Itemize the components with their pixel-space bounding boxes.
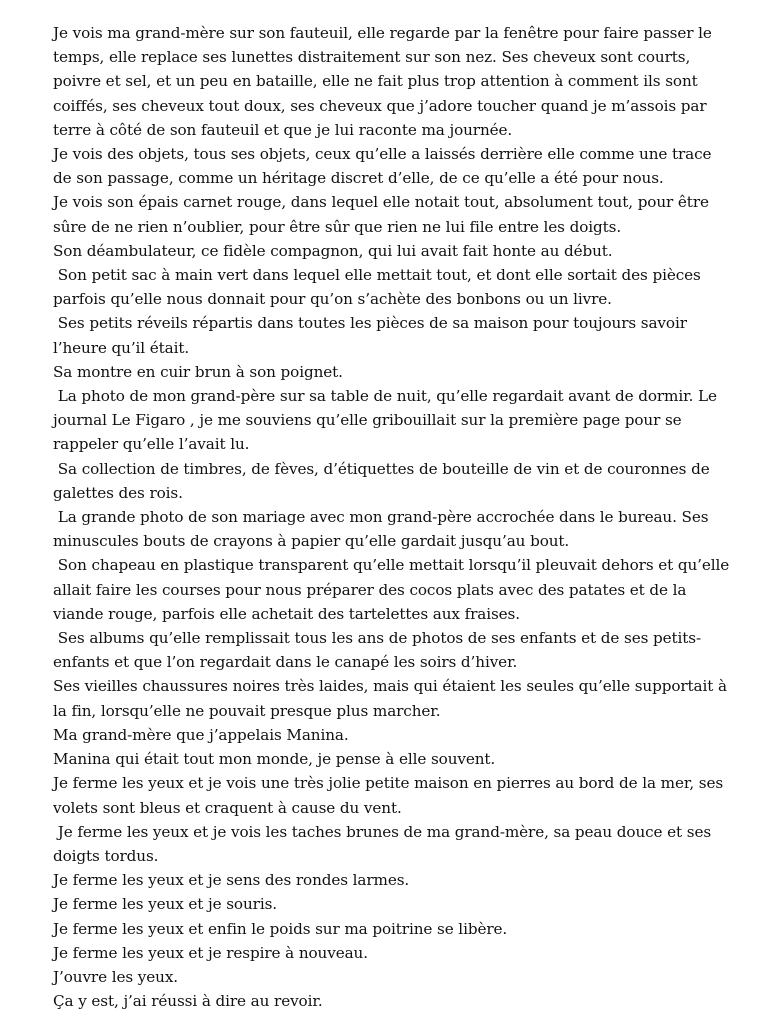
paragraph-19: Je ferme les yeux et je souris. (53, 895, 278, 914)
paragraph-7: Sa montre en cuir brun à son poignet. (53, 362, 343, 381)
paragraph-6: Ses petits réveils répartis dans toutes les pièces de sa maison pour toujours savoir l’heure qu’il était. (53, 314, 692, 357)
paragraph-4: Son déambulateur, ce fidèle compagnon, qui lui avait fait honte au début. (53, 241, 613, 260)
paragraph-12: Ses albums qu’elle remplissait tous les ans de photos de ses enfants et de ses petits-enfants et que l’on regardait dans le canapé les soirs d’hiver. (53, 629, 702, 672)
paragraph-16: Je ferme les yeux et je vois une très jolie petite maison en pierres au bord de la mer, ses volets sont bleus et craquent à cause du vent. (53, 774, 728, 817)
paragraph-1: Je vois ma grand-mère sur son fauteuil, elle regarde par la fenêtre pour faire passer le temps, elle replace ses lunettes distraitement sur son nez. Ses cheveux sont courts, poivre et sel, et un peu en bataille, elle ne fait plus trop attention à comment ils sont coiffés, ses cheveux tout doux, ses cheveux que j’adore toucher quand je m’assois par terre à côté de son fauteuil et que je lui raconte ma journée. (53, 24, 717, 139)
paragraph-14: Ma grand-mère que j’appelais Manina. (53, 725, 349, 744)
paragraph-21: Je ferme les yeux et je respire à nouveau. (53, 943, 368, 962)
paragraph-13: Ses vieilles chaussures noires très laides, mais qui étaient les seules qu’elle supportait à la fin, lorsqu’elle ne pouvait presque plus marcher. (53, 677, 732, 720)
paragraph-17: Je ferme les yeux et je vois les taches brunes de ma grand-mère, sa peau douce et ses doigts tordus. (53, 822, 716, 865)
paragraph-18: Je ferme les yeux et je sens des rondes larmes. (53, 871, 410, 890)
paragraph-11: Son chapeau en plastique transparent qu’elle mettait lorsqu’il pleuvait dehors et qu’elle allait faire les courses pour nous préparer des cocos plats avec des patates et de la viande rouge, parfois elle achetait des tartelettes aux fraises. (53, 556, 734, 623)
paragraph-15: Manina qui était tout mon monde, je pense à elle souvent. (53, 750, 496, 769)
paragraph-23: Ça y est, j’ai réussi à dire au revoir. (53, 992, 323, 1011)
paragraph-2: Je vois des objets, tous ses objets, ceux qu’elle a laissés derrière elle comme une trace de son passage, comme un héritage discret d’elle, de ce qu’elle a été pour nous. (53, 145, 717, 188)
paragraph-8: La photo de mon grand-père sur sa table de nuit, qu’elle regardait avant de dormir. Le journal Le Figaro , je me souviens qu’elle gribouillait sur la première page pour se rappeler qu’elle l’avait lu. (53, 387, 722, 454)
paragraph-9: Sa collection de timbres, de fèves, d’étiquettes de bouteille de vin et de couronnes de galettes des rois. (53, 459, 715, 502)
document-body (53, 21, 733, 1013)
paragraph-10: La grande photo de son mariage avec mon grand-père accrochée dans le bureau. Ses minuscules bouts de crayons à papier qu’elle gardait jusqu’au bout. (53, 508, 714, 551)
paragraph-5: Son petit sac à main vert dans lequel elle mettait tout, et dont elle sortait des pièces parfois qu’elle nous donnait pour qu’on s’achète des bonbons ou un livre. (53, 266, 706, 309)
paragraph-20: Je ferme les yeux et enfin le poids sur ma poitrine se libère. (53, 919, 508, 938)
paragraph-22: J’ouvre les yeux. (53, 967, 179, 986)
paragraph-3: Je vois son épais carnet rouge, dans lequel elle notait tout, absolument tout, pour être sûre de ne rien n’oublier, pour être sûr que rien ne lui file entre les doigts. (53, 193, 714, 236)
